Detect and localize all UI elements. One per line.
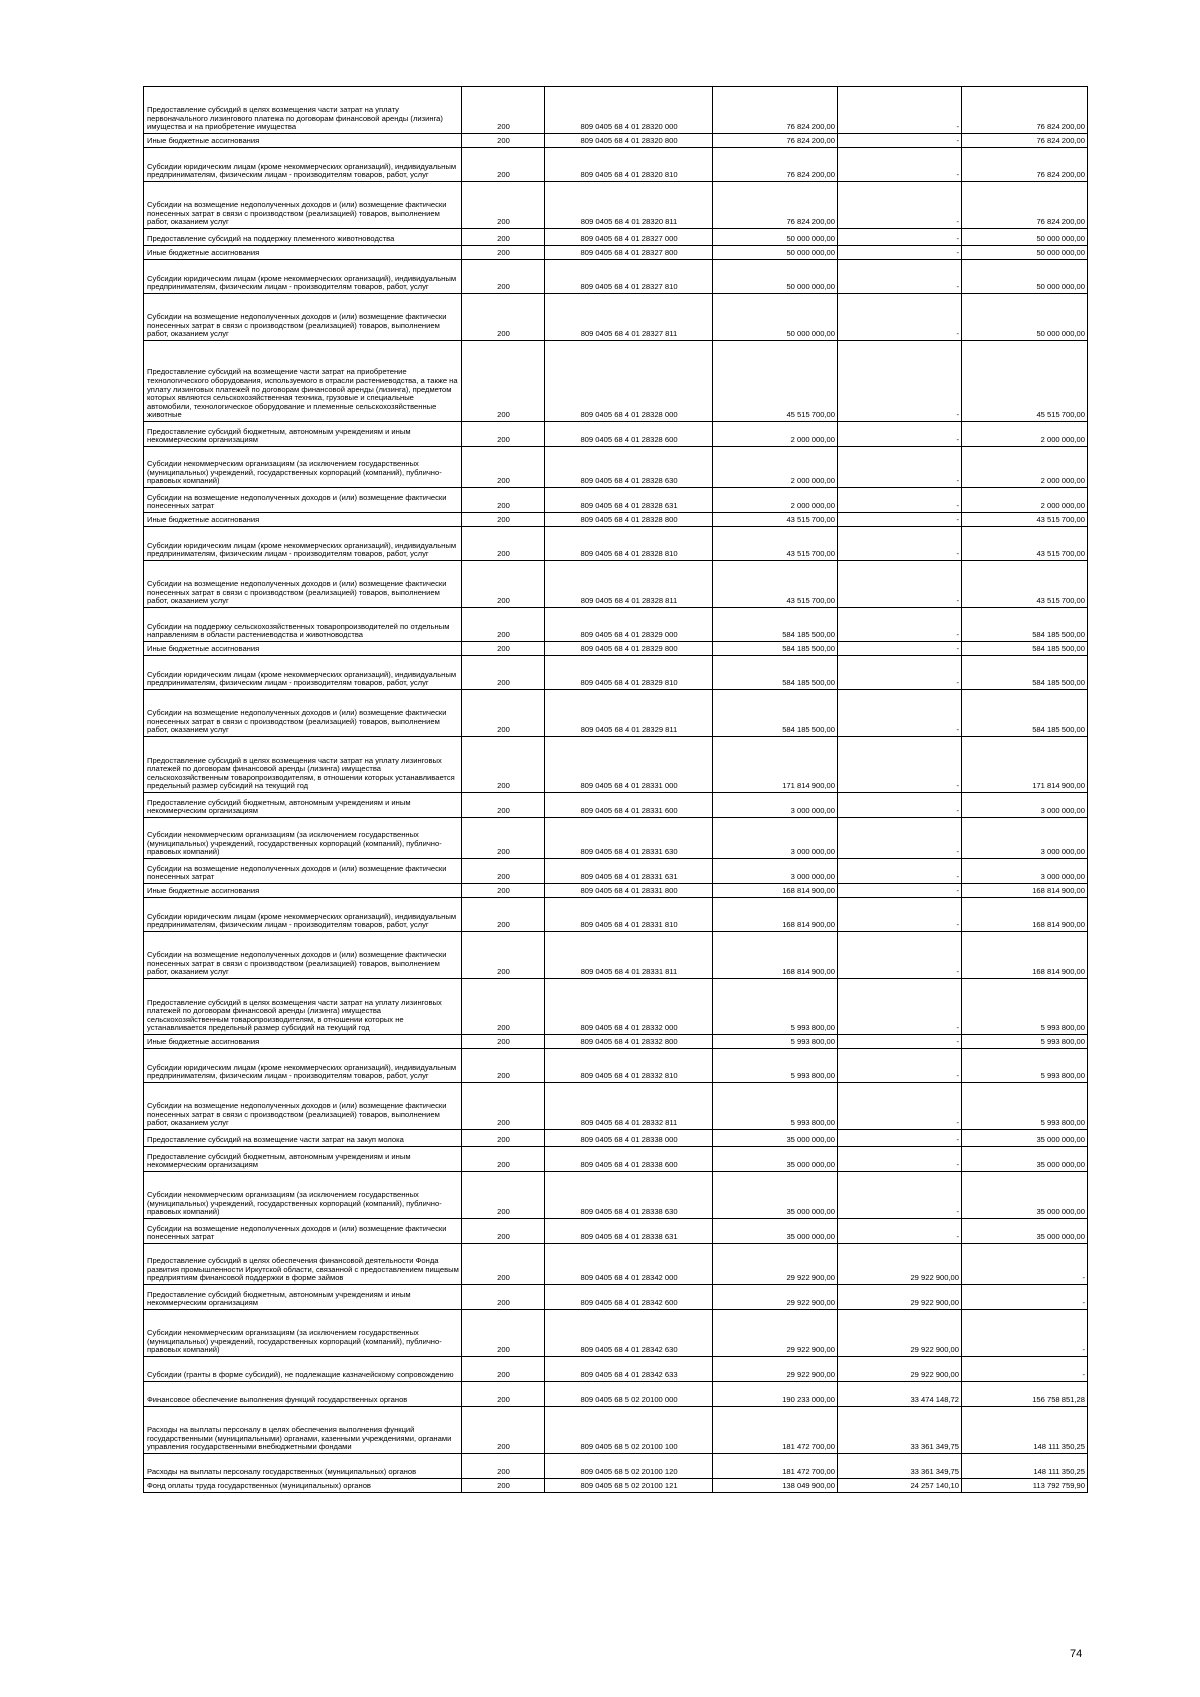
row-budget-code: 809 0405 68 4 01 28328 600 bbox=[545, 422, 713, 447]
row-remaining-amount: 148 111 350,25 bbox=[962, 1407, 1088, 1454]
row-remaining-amount: 156 758 851,28 bbox=[962, 1382, 1088, 1407]
row-budget-code: 809 0405 68 4 01 28327 000 bbox=[545, 229, 713, 246]
row-name: Предоставление субсидий на поддержку племенного животноводства bbox=[144, 229, 462, 246]
row-budget-code: 809 0405 68 4 01 28329 811 bbox=[545, 690, 713, 737]
row-name: Расходы на выплаты персоналу государственных (муниципальных) органов bbox=[144, 1454, 462, 1479]
row-budget-code: 809 0405 68 4 01 28331 630 bbox=[545, 818, 713, 859]
row-line-code: 200 bbox=[462, 134, 545, 148]
row-executed-amount: - bbox=[838, 818, 962, 859]
row-budget-code: 809 0405 68 4 01 28332 800 bbox=[545, 1035, 713, 1049]
row-executed-amount: - bbox=[838, 229, 962, 246]
row-remaining-amount: 76 824 200,00 bbox=[962, 182, 1088, 229]
row-budget-code: 809 0405 68 4 01 28320 811 bbox=[545, 182, 713, 229]
row-name: Предоставление субсидий в целях возмещения части затрат на уплату лизинговых платежей по договорам финансовой аренды (лизинга) имущества сельскохозяйственным товаропроизводителям, в отношении которых устанавливается предельный размер субсидий на текущий год bbox=[144, 737, 462, 793]
table-row bbox=[144, 1049, 1088, 1083]
row-line-code: 200 bbox=[462, 1083, 545, 1130]
budget-table bbox=[143, 86, 1088, 1493]
row-executed-amount: - bbox=[838, 737, 962, 793]
table-row bbox=[144, 246, 1088, 260]
row-name: Субсидии на возмещение недополученных доходов и (или) возмещение фактически понесенных затрат в связи с производством (реализацией) товаров, выполнением работ, оказанием услуг bbox=[144, 294, 462, 341]
row-remaining-amount: - bbox=[962, 1244, 1088, 1285]
row-line-code: 200 bbox=[462, 341, 545, 422]
row-budget-code: 809 0405 68 4 01 28328 631 bbox=[545, 488, 713, 513]
row-approved-amount: 3 000 000,00 bbox=[713, 818, 838, 859]
row-approved-amount: 168 814 900,00 bbox=[713, 898, 838, 932]
row-remaining-amount: 5 993 800,00 bbox=[962, 1035, 1088, 1049]
row-name: Иные бюджетные ассигнования bbox=[144, 134, 462, 148]
table-row bbox=[144, 793, 1088, 818]
table-row bbox=[144, 134, 1088, 148]
table-row bbox=[144, 932, 1088, 979]
row-approved-amount: 76 824 200,00 bbox=[713, 87, 838, 134]
row-line-code: 200 bbox=[462, 1049, 545, 1083]
row-name: Субсидии на поддержку сельскохозяйственных товаропроизводителей по отдельным направлениям в области растениеводства и животноводства bbox=[144, 608, 462, 642]
row-line-code: 200 bbox=[462, 1454, 545, 1479]
table-row bbox=[144, 488, 1088, 513]
row-budget-code: 809 0405 68 4 01 28329 810 bbox=[545, 656, 713, 690]
row-name: Финансовое обеспечение выполнения функций государственных органов bbox=[144, 1382, 462, 1407]
row-line-code: 200 bbox=[462, 294, 545, 341]
row-line-code: 200 bbox=[462, 182, 545, 229]
row-line-code: 200 bbox=[462, 608, 545, 642]
row-approved-amount: 35 000 000,00 bbox=[713, 1130, 838, 1147]
row-remaining-amount: 584 185 500,00 bbox=[962, 608, 1088, 642]
row-approved-amount: 2 000 000,00 bbox=[713, 488, 838, 513]
row-remaining-amount: - bbox=[962, 1285, 1088, 1310]
row-budget-code: 809 0405 68 5 02 20100 121 bbox=[545, 1479, 713, 1493]
row-line-code: 200 bbox=[462, 148, 545, 182]
row-budget-code: 809 0405 68 5 02 20100 120 bbox=[545, 1454, 713, 1479]
row-executed-amount: - bbox=[838, 898, 962, 932]
row-executed-amount: - bbox=[838, 1083, 962, 1130]
row-remaining-amount: 168 814 900,00 bbox=[962, 932, 1088, 979]
row-approved-amount: 50 000 000,00 bbox=[713, 294, 838, 341]
row-executed-amount: 33 361 349,75 bbox=[838, 1454, 962, 1479]
row-budget-code: 809 0405 68 4 01 28342 633 bbox=[545, 1357, 713, 1382]
row-remaining-amount: 35 000 000,00 bbox=[962, 1147, 1088, 1172]
row-name: Субсидии на возмещение недополученных доходов и (или) возмещение фактически понесенных затрат в связи с производством (реализацией) товаров, выполнением работ, оказанием услуг bbox=[144, 182, 462, 229]
row-approved-amount: 29 922 900,00 bbox=[713, 1357, 838, 1382]
row-line-code: 200 bbox=[462, 656, 545, 690]
row-name: Субсидии юридическим лицам (кроме некоммерческих организаций), индивидуальным предпринимателям, физическим лицам - производителям товаров, работ, услуг bbox=[144, 1049, 462, 1083]
row-executed-amount: - bbox=[838, 513, 962, 527]
row-remaining-amount: 43 515 700,00 bbox=[962, 513, 1088, 527]
table-row bbox=[144, 229, 1088, 246]
table-row bbox=[144, 1454, 1088, 1479]
table-row bbox=[144, 1147, 1088, 1172]
row-remaining-amount: 2 000 000,00 bbox=[962, 447, 1088, 488]
row-name: Субсидии на возмещение недополученных доходов и (или) возмещение фактически понесенных затрат в связи с производством (реализацией) товаров, выполнением работ, оказанием услуг bbox=[144, 1083, 462, 1130]
row-executed-amount: - bbox=[838, 527, 962, 561]
row-approved-amount: 584 185 500,00 bbox=[713, 608, 838, 642]
row-name: Субсидии некоммерческим организациям (за исключением государственных (муниципальных) учреждений, государственных корпораций (компаний), публично-правовых компаний) bbox=[144, 447, 462, 488]
row-remaining-amount: 584 185 500,00 bbox=[962, 656, 1088, 690]
row-line-code: 200 bbox=[462, 1407, 545, 1454]
row-remaining-amount: 171 814 900,00 bbox=[962, 737, 1088, 793]
row-budget-code: 809 0405 68 4 01 28332 811 bbox=[545, 1083, 713, 1130]
row-budget-code: 809 0405 68 4 01 28327 810 bbox=[545, 260, 713, 294]
row-executed-amount: - bbox=[838, 979, 962, 1035]
row-remaining-amount: 50 000 000,00 bbox=[962, 294, 1088, 341]
row-approved-amount: 190 233 000,00 bbox=[713, 1382, 838, 1407]
row-name: Предоставление субсидий в целях возмещения части затрат на уплату первоначального лизингового платежа по договорам финансовой аренды (лизинга) имущества и на приобретение имущества bbox=[144, 87, 462, 134]
row-executed-amount: - bbox=[838, 932, 962, 979]
row-name: Предоставление субсидий бюджетным, автономным учреждениям и иным некоммерческим организациям bbox=[144, 1285, 462, 1310]
row-line-code: 200 bbox=[462, 488, 545, 513]
row-executed-amount: - bbox=[838, 134, 962, 148]
row-name: Предоставление субсидий на возмещение части затрат на приобретение технологического оборудования, используемого в отрасли растениеводства, а также на уплату лизинговых платежей по договорам финансовой аренды (лизинга), предметом которых являются сельскохозяйственная техника, грузовые и специальные автомобили, технологическое оборудование и племенные сельскохозяйственные животные bbox=[144, 341, 462, 422]
table-row bbox=[144, 447, 1088, 488]
row-approved-amount: 584 185 500,00 bbox=[713, 656, 838, 690]
row-line-code: 200 bbox=[462, 561, 545, 608]
row-line-code: 200 bbox=[462, 690, 545, 737]
row-name: Субсидии на возмещение недополученных доходов и (или) возмещение фактически понесенных затрат bbox=[144, 1219, 462, 1244]
row-executed-amount: - bbox=[838, 422, 962, 447]
row-line-code: 200 bbox=[462, 260, 545, 294]
row-remaining-amount: 35 000 000,00 bbox=[962, 1172, 1088, 1219]
row-line-code: 200 bbox=[462, 527, 545, 561]
row-line-code: 200 bbox=[462, 1035, 545, 1049]
row-approved-amount: 168 814 900,00 bbox=[713, 884, 838, 898]
row-remaining-amount: 43 515 700,00 bbox=[962, 527, 1088, 561]
row-approved-amount: 29 922 900,00 bbox=[713, 1244, 838, 1285]
row-name: Субсидии на возмещение недополученных доходов и (или) возмещение фактически понесенных затрат bbox=[144, 859, 462, 884]
row-approved-amount: 584 185 500,00 bbox=[713, 642, 838, 656]
row-executed-amount: - bbox=[838, 148, 962, 182]
row-name: Субсидии юридическим лицам (кроме некоммерческих организаций), индивидуальным предпринимателям, физическим лицам - производителям товаров, работ, услуг bbox=[144, 898, 462, 932]
row-line-code: 200 bbox=[462, 884, 545, 898]
row-approved-amount: 43 515 700,00 bbox=[713, 513, 838, 527]
row-remaining-amount: 584 185 500,00 bbox=[962, 690, 1088, 737]
row-approved-amount: 43 515 700,00 bbox=[713, 561, 838, 608]
row-line-code: 200 bbox=[462, 1219, 545, 1244]
row-name: Субсидии юридическим лицам (кроме некоммерческих организаций), индивидуальным предпринимателям, физическим лицам - производителям товаров, работ, услуг bbox=[144, 527, 462, 561]
table-row bbox=[144, 1479, 1088, 1493]
row-approved-amount: 45 515 700,00 bbox=[713, 341, 838, 422]
row-approved-amount: 171 814 900,00 bbox=[713, 737, 838, 793]
row-line-code: 200 bbox=[462, 1479, 545, 1493]
row-executed-amount: - bbox=[838, 1035, 962, 1049]
row-executed-amount: 24 257 140,10 bbox=[838, 1479, 962, 1493]
row-budget-code: 809 0405 68 4 01 28328 800 bbox=[545, 513, 713, 527]
row-line-code: 200 bbox=[462, 229, 545, 246]
row-executed-amount: - bbox=[838, 561, 962, 608]
table-row bbox=[144, 884, 1088, 898]
row-budget-code: 809 0405 68 4 01 28342 630 bbox=[545, 1310, 713, 1357]
row-approved-amount: 76 824 200,00 bbox=[713, 134, 838, 148]
row-name: Иные бюджетные ассигнования bbox=[144, 884, 462, 898]
row-line-code: 200 bbox=[462, 859, 545, 884]
row-line-code: 200 bbox=[462, 1172, 545, 1219]
table-row bbox=[144, 341, 1088, 422]
row-approved-amount: 76 824 200,00 bbox=[713, 182, 838, 229]
table-row bbox=[144, 1357, 1088, 1382]
row-budget-code: 809 0405 68 4 01 28327 800 bbox=[545, 246, 713, 260]
row-budget-code: 809 0405 68 4 01 28320 000 bbox=[545, 87, 713, 134]
row-name: Иные бюджетные ассигнования bbox=[144, 1035, 462, 1049]
row-name: Субсидии юридическим лицам (кроме некоммерческих организаций), индивидуальным предпринимателям, физическим лицам - производителям товаров, работ, услуг bbox=[144, 260, 462, 294]
row-line-code: 200 bbox=[462, 447, 545, 488]
table-row bbox=[144, 527, 1088, 561]
table-row bbox=[144, 513, 1088, 527]
row-budget-code: 809 0405 68 5 02 20100 000 bbox=[545, 1382, 713, 1407]
row-line-code: 200 bbox=[462, 642, 545, 656]
row-executed-amount: - bbox=[838, 182, 962, 229]
row-remaining-amount: 76 824 200,00 bbox=[962, 148, 1088, 182]
row-remaining-amount: 168 814 900,00 bbox=[962, 884, 1088, 898]
row-line-code: 200 bbox=[462, 818, 545, 859]
table-row bbox=[144, 1407, 1088, 1454]
table-row bbox=[144, 561, 1088, 608]
table-row bbox=[144, 148, 1088, 182]
row-budget-code: 809 0405 68 4 01 28328 811 bbox=[545, 561, 713, 608]
row-executed-amount: 29 922 900,00 bbox=[838, 1244, 962, 1285]
row-remaining-amount: 50 000 000,00 bbox=[962, 260, 1088, 294]
row-remaining-amount: 148 111 350,25 bbox=[962, 1454, 1088, 1479]
row-remaining-amount: 5 993 800,00 bbox=[962, 979, 1088, 1035]
row-line-code: 200 bbox=[462, 1357, 545, 1382]
row-approved-amount: 35 000 000,00 bbox=[713, 1147, 838, 1172]
row-name: Фонд оплаты труда государственных (муниципальных) органов bbox=[144, 1479, 462, 1493]
row-approved-amount: 5 993 800,00 bbox=[713, 1083, 838, 1130]
row-approved-amount: 50 000 000,00 bbox=[713, 229, 838, 246]
row-line-code: 200 bbox=[462, 1147, 545, 1172]
table-row bbox=[144, 818, 1088, 859]
row-executed-amount: 29 922 900,00 bbox=[838, 1357, 962, 1382]
row-approved-amount: 76 824 200,00 bbox=[713, 148, 838, 182]
row-budget-code: 809 0405 68 4 01 28331 631 bbox=[545, 859, 713, 884]
table-row bbox=[144, 1382, 1088, 1407]
row-approved-amount: 584 185 500,00 bbox=[713, 690, 838, 737]
row-approved-amount: 5 993 800,00 bbox=[713, 979, 838, 1035]
row-budget-code: 809 0405 68 4 01 28327 811 bbox=[545, 294, 713, 341]
row-name: Субсидии некоммерческим организациям (за исключением государственных (муниципальных) учреждений, государственных корпораций (компаний), публично-правовых компаний) bbox=[144, 1172, 462, 1219]
row-budget-code: 809 0405 68 4 01 28342 000 bbox=[545, 1244, 713, 1285]
row-executed-amount: 29 922 900,00 bbox=[838, 1285, 962, 1310]
row-name: Расходы на выплаты персоналу в целях обеспечения выполнения функций государственными (муниципальными) органами, казенными учреждениями, органами управления государственными внебюджетными фондами bbox=[144, 1407, 462, 1454]
row-remaining-amount: 50 000 000,00 bbox=[962, 246, 1088, 260]
row-executed-amount: - bbox=[838, 1130, 962, 1147]
row-line-code: 200 bbox=[462, 737, 545, 793]
table-row bbox=[144, 642, 1088, 656]
table-row bbox=[144, 737, 1088, 793]
row-executed-amount: - bbox=[838, 246, 962, 260]
table-row bbox=[144, 1244, 1088, 1285]
table-row bbox=[144, 294, 1088, 341]
table-row bbox=[144, 1172, 1088, 1219]
row-approved-amount: 5 993 800,00 bbox=[713, 1049, 838, 1083]
row-line-code: 200 bbox=[462, 513, 545, 527]
row-budget-code: 809 0405 68 4 01 28331 800 bbox=[545, 884, 713, 898]
row-budget-code: 809 0405 68 4 01 28338 630 bbox=[545, 1172, 713, 1219]
row-executed-amount: - bbox=[838, 294, 962, 341]
row-approved-amount: 168 814 900,00 bbox=[713, 932, 838, 979]
row-line-code: 200 bbox=[462, 1130, 545, 1147]
table-row bbox=[144, 859, 1088, 884]
row-remaining-amount: 5 993 800,00 bbox=[962, 1083, 1088, 1130]
row-executed-amount: - bbox=[838, 488, 962, 513]
row-budget-code: 809 0405 68 4 01 28329 800 bbox=[545, 642, 713, 656]
row-approved-amount: 29 922 900,00 bbox=[713, 1285, 838, 1310]
row-name: Предоставление субсидий бюджетным, автономным учреждениям и иным некоммерческим организациям bbox=[144, 793, 462, 818]
row-budget-code: 809 0405 68 4 01 28328 630 bbox=[545, 447, 713, 488]
row-executed-amount: - bbox=[838, 1219, 962, 1244]
row-budget-code: 809 0405 68 5 02 20100 100 bbox=[545, 1407, 713, 1454]
row-remaining-amount: 43 515 700,00 bbox=[962, 561, 1088, 608]
table-row bbox=[144, 608, 1088, 642]
row-executed-amount: - bbox=[838, 87, 962, 134]
row-line-code: 200 bbox=[462, 87, 545, 134]
row-name: Предоставление субсидий на возмещение части затрат на закуп молока bbox=[144, 1130, 462, 1147]
row-executed-amount: - bbox=[838, 1147, 962, 1172]
row-line-code: 200 bbox=[462, 979, 545, 1035]
row-executed-amount: - bbox=[838, 690, 962, 737]
row-budget-code: 809 0405 68 4 01 28338 631 bbox=[545, 1219, 713, 1244]
row-executed-amount: 33 361 349,75 bbox=[838, 1407, 962, 1454]
row-budget-code: 809 0405 68 4 01 28328 000 bbox=[545, 341, 713, 422]
row-remaining-amount: 2 000 000,00 bbox=[962, 422, 1088, 447]
row-name: Иные бюджетные ассигнования bbox=[144, 513, 462, 527]
row-name: Предоставление субсидий бюджетным, автономным учреждениям и иным некоммерческим организациям bbox=[144, 1147, 462, 1172]
table-row bbox=[144, 182, 1088, 229]
row-budget-code: 809 0405 68 4 01 28320 800 bbox=[545, 134, 713, 148]
row-executed-amount: - bbox=[838, 793, 962, 818]
row-name: Субсидии юридическим лицам (кроме некоммерческих организаций), индивидуальным предпринимателям, физическим лицам - производителям товаров, работ, услуг bbox=[144, 656, 462, 690]
page-number: 74 bbox=[1070, 1648, 1083, 1660]
row-approved-amount: 50 000 000,00 bbox=[713, 246, 838, 260]
row-executed-amount: - bbox=[838, 260, 962, 294]
row-approved-amount: 43 515 700,00 bbox=[713, 527, 838, 561]
row-budget-code: 809 0405 68 4 01 28338 600 bbox=[545, 1147, 713, 1172]
row-budget-code: 809 0405 68 4 01 28338 000 bbox=[545, 1130, 713, 1147]
row-name: Предоставление субсидий в целях обеспечения финансовой деятельности Фонда развития промышленности Иркутской области, связанной с предоставлением пищевым предприятиям финансовой поддержки в форме займов bbox=[144, 1244, 462, 1285]
table-row bbox=[144, 1285, 1088, 1310]
row-budget-code: 809 0405 68 4 01 28332 000 bbox=[545, 979, 713, 1035]
row-approved-amount: 5 993 800,00 bbox=[713, 1035, 838, 1049]
row-approved-amount: 181 472 700,00 bbox=[713, 1407, 838, 1454]
row-name: Субсидии на возмещение недополученных доходов и (или) возмещение фактически понесенных затрат в связи с производством (реализацией) товаров, выполнением работ, оказанием услуг bbox=[144, 932, 462, 979]
row-approved-amount: 181 472 700,00 bbox=[713, 1454, 838, 1479]
row-executed-amount: - bbox=[838, 642, 962, 656]
row-name: Субсидии (гранты в форме субсидий), не подлежащие казначейскому сопровождению bbox=[144, 1357, 462, 1382]
budget-table-body bbox=[144, 87, 1088, 1493]
row-executed-amount: - bbox=[838, 884, 962, 898]
row-approved-amount: 29 922 900,00 bbox=[713, 1310, 838, 1357]
row-executed-amount: 29 922 900,00 bbox=[838, 1310, 962, 1357]
row-remaining-amount: 45 515 700,00 bbox=[962, 341, 1088, 422]
row-name: Иные бюджетные ассигнования bbox=[144, 642, 462, 656]
row-name: Предоставление субсидий в целях возмещения части затрат на уплату лизинговых платежей по договорам финансовой аренды (лизинга) имущества сельскохозяйственным товаропроизводителям, в отношении которых не устанавливается предельный размер субсидий на текущий год bbox=[144, 979, 462, 1035]
row-line-code: 200 bbox=[462, 793, 545, 818]
table-row bbox=[144, 422, 1088, 447]
row-approved-amount: 35 000 000,00 bbox=[713, 1219, 838, 1244]
row-approved-amount: 35 000 000,00 bbox=[713, 1172, 838, 1219]
row-line-code: 200 bbox=[462, 1285, 545, 1310]
table-row bbox=[144, 1083, 1088, 1130]
row-line-code: 200 bbox=[462, 246, 545, 260]
row-remaining-amount: 3 000 000,00 bbox=[962, 859, 1088, 884]
row-remaining-amount: 3 000 000,00 bbox=[962, 818, 1088, 859]
row-approved-amount: 50 000 000,00 bbox=[713, 260, 838, 294]
row-line-code: 200 bbox=[462, 1244, 545, 1285]
table-row bbox=[144, 1130, 1088, 1147]
row-approved-amount: 2 000 000,00 bbox=[713, 447, 838, 488]
row-name: Субсидии юридическим лицам (кроме некоммерческих организаций), индивидуальным предпринимателям, физическим лицам - производителям товаров, работ, услуг bbox=[144, 148, 462, 182]
row-remaining-amount: 168 814 900,00 bbox=[962, 898, 1088, 932]
row-remaining-amount: 584 185 500,00 bbox=[962, 642, 1088, 656]
row-line-code: 200 bbox=[462, 1310, 545, 1357]
row-name: Предоставление субсидий бюджетным, автономным учреждениям и иным некоммерческим организациям bbox=[144, 422, 462, 447]
row-budget-code: 809 0405 68 4 01 28320 810 bbox=[545, 148, 713, 182]
table-row bbox=[144, 87, 1088, 134]
row-remaining-amount: 3 000 000,00 bbox=[962, 793, 1088, 818]
row-remaining-amount: 35 000 000,00 bbox=[962, 1219, 1088, 1244]
row-remaining-amount: - bbox=[962, 1357, 1088, 1382]
row-remaining-amount: 50 000 000,00 bbox=[962, 229, 1088, 246]
row-remaining-amount: - bbox=[962, 1310, 1088, 1357]
row-name: Субсидии на возмещение недополученных доходов и (или) возмещение фактически понесенных затрат bbox=[144, 488, 462, 513]
row-executed-amount: - bbox=[838, 608, 962, 642]
row-executed-amount: - bbox=[838, 341, 962, 422]
row-remaining-amount: 35 000 000,00 bbox=[962, 1130, 1088, 1147]
row-name: Субсидии на возмещение недополученных доходов и (или) возмещение фактически понесенных затрат в связи с производством (реализацией) товаров, выполнением работ, оказанием услуг bbox=[144, 690, 462, 737]
row-approved-amount: 3 000 000,00 bbox=[713, 859, 838, 884]
row-remaining-amount: 76 824 200,00 bbox=[962, 134, 1088, 148]
row-line-code: 200 bbox=[462, 898, 545, 932]
row-name: Субсидии некоммерческим организациям (за исключением государственных (муниципальных) учреждений, государственных корпораций (компаний), публично-правовых компаний) bbox=[144, 1310, 462, 1357]
row-line-code: 200 bbox=[462, 422, 545, 447]
row-budget-code: 809 0405 68 4 01 28329 000 bbox=[545, 608, 713, 642]
table-row bbox=[144, 1310, 1088, 1357]
row-remaining-amount: 5 993 800,00 bbox=[962, 1049, 1088, 1083]
row-executed-amount: - bbox=[838, 1172, 962, 1219]
row-name: Субсидии на возмещение недополученных доходов и (или) возмещение фактически понесенных затрат в связи с производством (реализацией) товаров, выполнением работ, оказанием услуг bbox=[144, 561, 462, 608]
row-executed-amount: - bbox=[838, 859, 962, 884]
row-executed-amount: 33 474 148,72 bbox=[838, 1382, 962, 1407]
row-budget-code: 809 0405 68 4 01 28331 000 bbox=[545, 737, 713, 793]
row-budget-code: 809 0405 68 4 01 28328 810 bbox=[545, 527, 713, 561]
table-row bbox=[144, 1035, 1088, 1049]
row-remaining-amount: 2 000 000,00 bbox=[962, 488, 1088, 513]
row-budget-code: 809 0405 68 4 01 28332 810 bbox=[545, 1049, 713, 1083]
row-executed-amount: - bbox=[838, 1049, 962, 1083]
table-row bbox=[144, 1219, 1088, 1244]
table-row bbox=[144, 690, 1088, 737]
table-row bbox=[144, 979, 1088, 1035]
row-budget-code: 809 0405 68 4 01 28331 600 bbox=[545, 793, 713, 818]
row-name: Субсидии некоммерческим организациям (за исключением государственных (муниципальных) учреждений, государственных корпораций (компаний), публично-правовых компаний) bbox=[144, 818, 462, 859]
row-executed-amount: - bbox=[838, 447, 962, 488]
row-budget-code: 809 0405 68 4 01 28331 811 bbox=[545, 932, 713, 979]
row-line-code: 200 bbox=[462, 1382, 545, 1407]
row-name: Иные бюджетные ассигнования bbox=[144, 246, 462, 260]
row-approved-amount: 2 000 000,00 bbox=[713, 422, 838, 447]
row-approved-amount: 138 049 900,00 bbox=[713, 1479, 838, 1493]
row-line-code: 200 bbox=[462, 932, 545, 979]
table-row bbox=[144, 898, 1088, 932]
row-executed-amount: - bbox=[838, 656, 962, 690]
row-approved-amount: 3 000 000,00 bbox=[713, 793, 838, 818]
row-remaining-amount: 113 792 759,90 bbox=[962, 1479, 1088, 1493]
row-remaining-amount: 76 824 200,00 bbox=[962, 87, 1088, 134]
table-row bbox=[144, 656, 1088, 690]
row-budget-code: 809 0405 68 4 01 28342 600 bbox=[545, 1285, 713, 1310]
table-row bbox=[144, 260, 1088, 294]
row-budget-code: 809 0405 68 4 01 28331 810 bbox=[545, 898, 713, 932]
